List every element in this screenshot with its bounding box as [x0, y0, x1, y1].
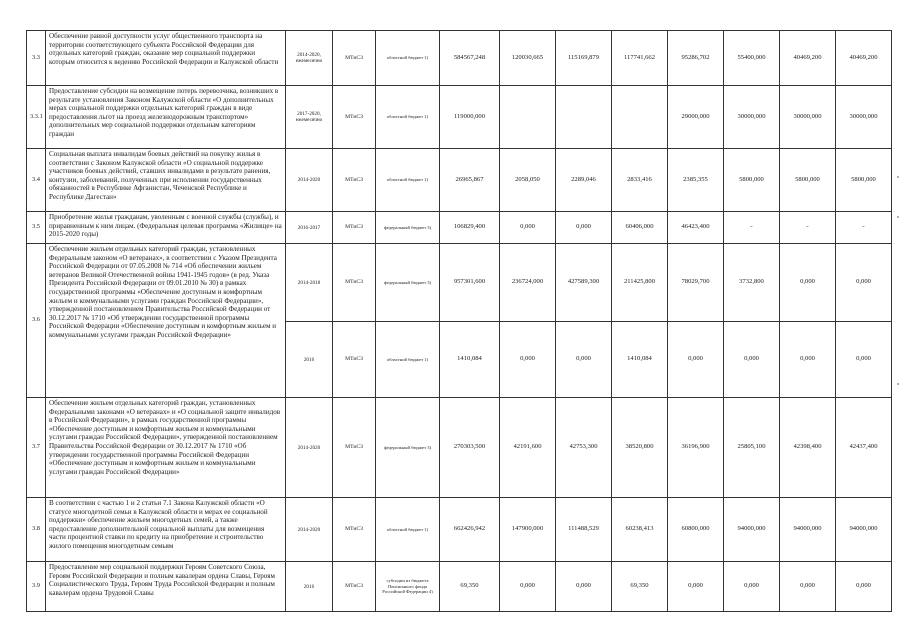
value-2019: 40469,200 — [780, 31, 836, 86]
table-row — [27, 212, 892, 244]
funding-source: федеральный бюджет 3) — [376, 212, 440, 244]
value-2019: 30000,000 — [780, 86, 836, 149]
scan-speck — [897, 216, 899, 218]
value-2020: - — [836, 212, 892, 244]
funding-source: областной бюджет 1) — [376, 322, 440, 398]
value-2020: 0,000 — [836, 322, 892, 398]
value-total: 584567,248 — [440, 31, 500, 86]
value-2020: 30000,000 — [836, 86, 892, 149]
value-2017: 0,000 — [668, 322, 724, 398]
program-measures-table — [26, 30, 892, 612]
value-2020: 5800,000 — [836, 149, 892, 212]
value-2018: 30000,000 — [724, 86, 780, 149]
executor: МТиСЗ — [333, 244, 376, 322]
value-2017: 46423,400 — [668, 212, 724, 244]
value-2014: 0,000 — [500, 322, 556, 398]
value-2018: - — [724, 212, 780, 244]
implementation-period: 2016-2017 — [286, 212, 333, 244]
measure-description: Обеспечение равной доступности услуг общественного транспорта на территории соответствующего субъекта Российской Федерации для отдельных категорий граждан, оказание мер социальной поддержки которым относится к ведению Российской Федерации и Калужской области — [46, 31, 286, 86]
table-row — [27, 31, 892, 86]
value-total: 957301,600 — [440, 244, 500, 322]
table-row — [27, 244, 892, 322]
implementation-period: 2016 — [286, 562, 333, 612]
value-2015: 111488,529 — [556, 498, 612, 562]
value-2017: 29000,000 — [668, 86, 724, 149]
table-row — [27, 498, 892, 562]
value-2020: 94000,000 — [836, 498, 892, 562]
value-2014: 42191,600 — [500, 398, 556, 498]
value-2016 — [612, 86, 668, 149]
value-2014: 120030,665 — [500, 31, 556, 86]
value-total: 662426,942 — [440, 498, 500, 562]
value-2015 — [556, 86, 612, 149]
value-2016: 2833,416 — [612, 149, 668, 212]
table-row — [27, 562, 892, 612]
value-2017: 2385,355 — [668, 149, 724, 212]
measure-description: Предоставление мер социальной поддержки Героям Советского Союза, Героям Российской Федерации и полным кавалерам ордена Славы, Героям Социалистического Труда, Героям Труда Российской Федерации и полным кавалерам ордена Трудовой Славы — [46, 562, 286, 612]
value-2014: 0,000 — [500, 212, 556, 244]
implementation-period: 2017-2020, ежемесячно — [286, 86, 333, 149]
row-number: 3.5 — [27, 212, 46, 244]
value-2015: 427589,300 — [556, 244, 612, 322]
value-2018: 94000,000 — [724, 498, 780, 562]
implementation-period: 2014-2020 — [286, 149, 333, 212]
executor: МТиСЗ — [333, 86, 376, 149]
value-2020: 42437,400 — [836, 398, 892, 498]
value-2015: 2289,046 — [556, 149, 612, 212]
executor: МТиСЗ — [333, 31, 376, 86]
value-total: 26965,867 — [440, 149, 500, 212]
value-2017: 36196,900 — [668, 398, 724, 498]
funding-source: областной бюджет 1) — [376, 31, 440, 86]
implementation-period: 2016 — [286, 322, 333, 398]
scan-speck — [897, 383, 899, 385]
value-2019: 94000,000 — [780, 498, 836, 562]
value-2018: 0,000 — [724, 322, 780, 398]
measure-description: Обеспечение жильем отдельных категорий граждан, установленных Федеральными законами «О ветеранах» и «О социальной защите инвалидов в Российской Федерации», в рамках государственной программы «Обеспечение доступным и комфортным жильем и коммунальными услугами граждан Российской Федерации», утвержденной постановлением Правительства Российской Федерации от 30.12.2017 № 1710 «Об утверждении государственной программы Российской Федерации «Обеспечение доступным и комфортным жильем и коммунальными услугами граждан Российской Федерации» — [46, 398, 286, 498]
executor: МТиСЗ — [333, 562, 376, 612]
funding-source: федеральный бюджет 3) — [376, 398, 440, 498]
value-2016: 211425,800 — [612, 244, 668, 322]
value-2016: 60406,000 — [612, 212, 668, 244]
executor: МТиСЗ — [333, 498, 376, 562]
value-2014: 236724,000 — [500, 244, 556, 322]
value-2016: 60238,413 — [612, 498, 668, 562]
value-2016: 38520,800 — [612, 398, 668, 498]
funding-source: областной бюджет 1) — [376, 86, 440, 149]
row-number: 3.8 — [27, 498, 46, 562]
value-2015: 42753,300 — [556, 398, 612, 498]
value-2017: 0,000 — [668, 562, 724, 612]
table-row — [27, 149, 892, 212]
measure-description: Предоставление субсидии на возмещение потерь перевозчика, возникших в результате установления Законом Калужской области «О дополнительных мерах социальной поддержки отдельных категорий граждан в виде предоставления льгот на проезд железнодорожным транспортом» дополнительных мер социальной поддержки отдельным категориям граждан — [46, 86, 286, 149]
value-2016: 1410,084 — [612, 322, 668, 398]
funding-source: субсидии из бюджета Пенсионного фонда Российской Федерации 4) — [376, 562, 440, 612]
value-2019: 0,000 — [780, 322, 836, 398]
value-2020: 0,000 — [836, 562, 892, 612]
executor: МТиСЗ — [333, 322, 376, 398]
implementation-period: 2014-2020, ежемесячно — [286, 31, 333, 86]
implementation-period: 2014-2018 — [286, 244, 333, 322]
value-2020: 0,000 — [836, 244, 892, 322]
value-2017: 78029,700 — [668, 244, 724, 322]
value-2020: 40469,200 — [836, 31, 892, 86]
table-row — [27, 398, 892, 498]
value-total: 1410,084 — [440, 322, 500, 398]
value-2017: 60800,000 — [668, 498, 724, 562]
measure-description: Приобретение жилья гражданам, уволенным с военной службы (службы), и приравненным к ним лицам. (Федеральная целевая программа «Жилище» на 2015-2020 годы) — [46, 212, 286, 244]
row-number: 3.9 — [27, 562, 46, 612]
measure-description: Социальная выплата инвалидам боевых действий на покупку жилья в соответствии с Законом Калужской области «О социальной поддержке участников боевых действий, ставших инвалидами в результате ранения, контузии, заболеваний, полученных при исполнении государственных обязанностей в Республике Афганистан, Чеченской Республике и Республике Дагестан» — [46, 149, 286, 212]
value-2018: 3732,800 — [724, 244, 780, 322]
executor: МТиСЗ — [333, 149, 376, 212]
implementation-period: 2014-2020 — [286, 498, 333, 562]
scan-speck — [897, 176, 899, 178]
row-number: 3.4 — [27, 149, 46, 212]
value-2019: 5800,000 — [780, 149, 836, 212]
row-number: 3.7 — [27, 398, 46, 498]
value-2018: 55400,000 — [724, 31, 780, 86]
funding-source: областной бюджет 1) — [376, 498, 440, 562]
value-2018: 25805,100 — [724, 398, 780, 498]
value-2014: 2058,050 — [500, 149, 556, 212]
value-2017: 95286,702 — [668, 31, 724, 86]
value-2014 — [500, 86, 556, 149]
funding-source: областной бюджет 1) — [376, 149, 440, 212]
value-2019: 0,000 — [780, 244, 836, 322]
value-total: 106829,400 — [440, 212, 500, 244]
value-2016: 117741,662 — [612, 31, 668, 86]
value-2019: - — [780, 212, 836, 244]
value-2018: 0,000 — [724, 562, 780, 612]
value-2018: 5800,000 — [724, 149, 780, 212]
value-total: 119000,000 — [440, 86, 500, 149]
document-sheet — [26, 30, 891, 612]
value-2015: 115169,879 — [556, 31, 612, 86]
row-number: 3.3 — [27, 31, 46, 86]
value-2015: 0,000 — [556, 562, 612, 612]
value-2016: 69,350 — [612, 562, 668, 612]
measure-description: В соответствии с частью 1 и 2 статьи 7.1 Закона Калужской области «О статусе многодетной семьи в Калужской области и мерах ее социальной поддержки» обеспечение жильем многодетных семей, а также предоставление дополнительной социальной выплаты для возмещения части процентной ставки по кредиту на приобретение и строительство жилого помещения многодетным семьям — [46, 498, 286, 562]
value-2015: 0,000 — [556, 212, 612, 244]
value-2019: 0,000 — [780, 562, 836, 612]
value-total: 69,350 — [440, 562, 500, 612]
value-2014: 0,000 — [500, 562, 556, 612]
measure-description: Обеспечение жильем отдельных категорий граждан, установленных Федеральным законом «О ветеранах», в соответствии с Указом Президента Российской Федерации от 07.05.2008 № 714 «Об обеспечении жильем ветеранов Великой Отечественной войны 1941-1945 годов» (в ред. Указа Президента Российской Федерации от 09.01.2010 № 30) в рамках государственной программы «Обеспечение доступным и комфортным жильем и коммунальными услугами граждан Российской Федерации», утвержденной постановлением Правительства Российской Федерации от 30.12.2017 № 1710 «Об утверждении государственной программы Российской Федерации «Обеспечение доступным и комфортным жильем и коммунальными услугами граждан Российской Федерации» — [46, 244, 286, 398]
row-number: 3.6 — [27, 244, 46, 398]
value-2014: 147900,000 — [500, 498, 556, 562]
row-number: 3.3.1 — [27, 86, 46, 149]
value-total: 270303,500 — [440, 398, 500, 498]
value-2015: 0,000 — [556, 322, 612, 398]
executor: МТиСЗ — [333, 212, 376, 244]
value-2019: 42398,400 — [780, 398, 836, 498]
executor: МТиСЗ — [333, 398, 376, 498]
table-row — [27, 86, 892, 149]
implementation-period: 2014-2020 — [286, 398, 333, 498]
funding-source: федеральный бюджет 3) — [376, 244, 440, 322]
